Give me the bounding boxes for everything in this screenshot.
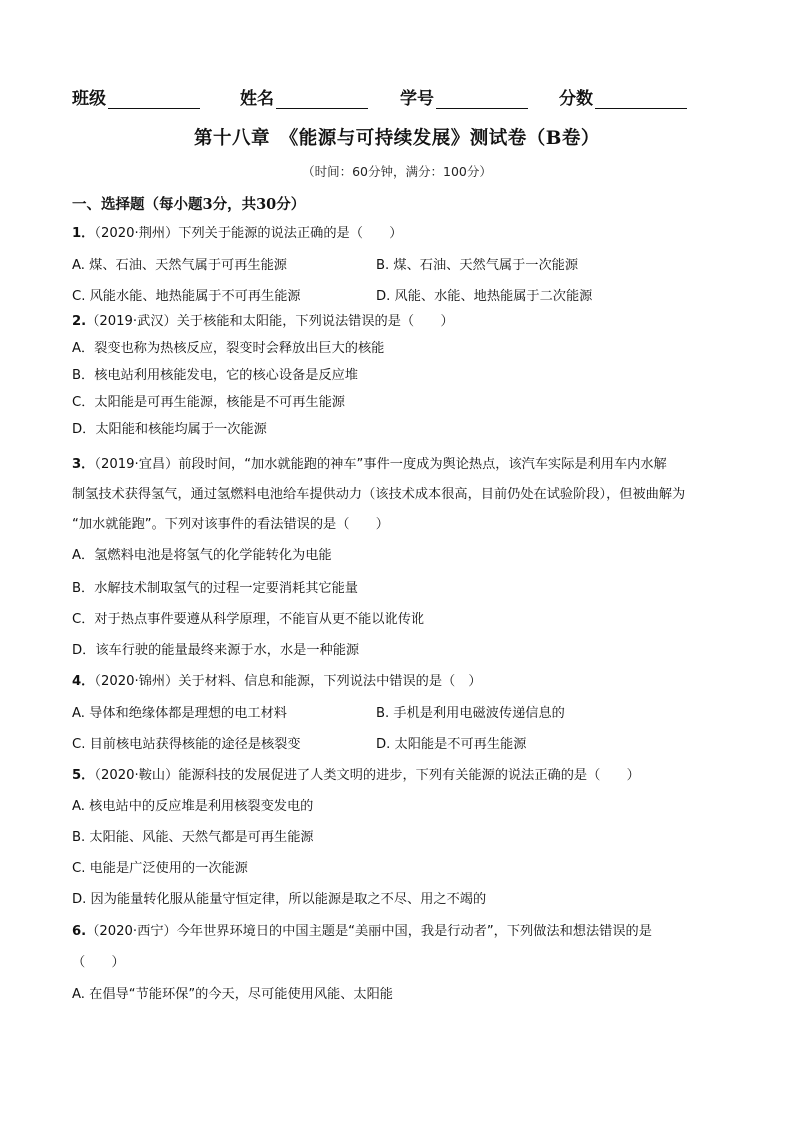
- question-6-option-a: A. 在倡导“节能环保”的今天，尽可能使用风能、太阳能: [72, 987, 393, 1002]
- question-5-option-c: C. 电能是广泛使用的一次能源: [72, 861, 248, 876]
- question-text: （2020·荆州）下列关于能源的说法正确的是（ ）: [94, 226, 403, 241]
- section-heading: 一、选择题（每小题3分，共30分）: [72, 196, 306, 213]
- question-text: （2019·武汉）关于核能和太阳能，下列说法错误的是（ ）: [86, 314, 454, 329]
- question-2-stem: [72, 313, 454, 331]
- question-1-option-a: A. 煤、石油、天然气属于可再生能源: [72, 258, 287, 273]
- question-text: （2020·鞍山）能源科技的发展促进了人类文明的进步，下列有关能源的说法正确的是（ ）: [94, 768, 640, 783]
- question-number: 4．: [72, 674, 95, 689]
- exam-subtitle: （时间：60分钟，满分：100分）: [302, 164, 492, 179]
- question-4-option-c: C. 目前核电站获得核能的途径是核裂变: [72, 737, 301, 752]
- question-3-option-c: C．对于热点事件要遵从科学原理，不能盲从更不能以讹传讹: [72, 612, 425, 627]
- class-field: [72, 84, 200, 109]
- class-label: 班级: [72, 89, 106, 109]
- question-4-option-d: D. 太阳能是不可再生能源: [376, 737, 527, 752]
- question-1-option-c: C. 风能水能、地热能属于不可再生能源: [72, 289, 301, 304]
- student-id-blank: [436, 90, 528, 109]
- question-4-option-a: A. 导体和绝缘体都是理想的电工材料: [72, 706, 287, 721]
- exam-title: 第十八章 《能源与可持续发展》测试卷（B卷）: [194, 128, 600, 149]
- question-1-stem: [72, 225, 402, 243]
- question-number: 1．: [72, 226, 95, 241]
- score-field: [559, 84, 687, 109]
- question-3-stem-line-3: “加水就能跑”。下列对该事件的看法错误的是（ ）: [72, 517, 389, 532]
- score-blank: [595, 90, 687, 109]
- class-blank: [108, 90, 200, 109]
- question-number: 5．: [72, 768, 95, 783]
- question-3-stem-line-1: [72, 456, 667, 474]
- question-5-option-d: D. 因为能量转化服从能量守恒定律，所以能源是取之不尽、用之不竭的: [72, 892, 487, 907]
- question-3-stem-line-2: 制氢技术获得氢气，通过氢燃料电池给车提供动力（该技术成本很高，目前仍处在试验阶段），但被曲解为: [72, 487, 686, 502]
- question-6-stem-line-2: （ ）: [72, 955, 125, 970]
- score-label: 分数: [559, 89, 593, 109]
- question-number: 2.: [72, 314, 87, 329]
- name-blank: [276, 90, 368, 109]
- question-5-option-a: A. 核电站中的反应堆是利用核裂变发电的: [72, 799, 314, 814]
- question-1-option-d: D. 风能、水能、地热能属于二次能源: [376, 289, 593, 304]
- name-label: 姓名: [240, 89, 274, 109]
- question-2-option-c: C．太阳能是可再生能源，核能是不可再生能源: [72, 395, 345, 410]
- question-2-option-d: D．太阳能和核能均属于一次能源: [72, 422, 267, 437]
- question-number: 6.: [72, 924, 87, 939]
- question-number: 3．: [72, 457, 95, 472]
- question-1-option-b: B. 煤、石油、天然气属于一次能源: [376, 258, 579, 273]
- question-4-stem: [72, 673, 482, 691]
- question-5-option-b: B. 太阳能、风能、天然气都是可再生能源: [72, 830, 314, 845]
- question-2-option-b: B．核电站利用核能发电，它的核心设备是反应堆: [72, 368, 358, 383]
- name-field: [240, 84, 368, 109]
- question-5-stem: [72, 767, 640, 785]
- student-id-field: [400, 84, 528, 109]
- question-text: （2019·宜昌）前段时间，“加水就能跑的神车”事件一度成为舆论热点，该汽车实际是利用车内水解: [94, 457, 667, 472]
- question-2-option-a: A．裂变也称为热核反应，裂变时会释放出巨大的核能: [72, 341, 385, 356]
- student-id-label: 学号: [400, 89, 434, 109]
- question-4-option-b: B. 手机是利用电磁波传递信息的: [376, 706, 565, 721]
- question-3-option-a: A．氢燃料电池是将氢气的化学能转化为电能: [72, 548, 332, 563]
- student-info-row: [72, 84, 722, 108]
- question-6-stem-line-1: [72, 923, 652, 941]
- question-text: （2020·西宁）今年世界环境日的中国主题是“美丽中国，我是行动者”，下列做法和想法错误的是: [86, 924, 652, 939]
- question-text: （2020·锦州）关于材料、信息和能源，下列说法中错误的是（ ）: [94, 674, 482, 689]
- question-3-option-b: B．水解技术制取氢气的过程一定要消耗其它能量: [72, 581, 358, 596]
- question-3-option-d: D．该车行驶的能量最终来源于水，水是一种能源: [72, 643, 360, 658]
